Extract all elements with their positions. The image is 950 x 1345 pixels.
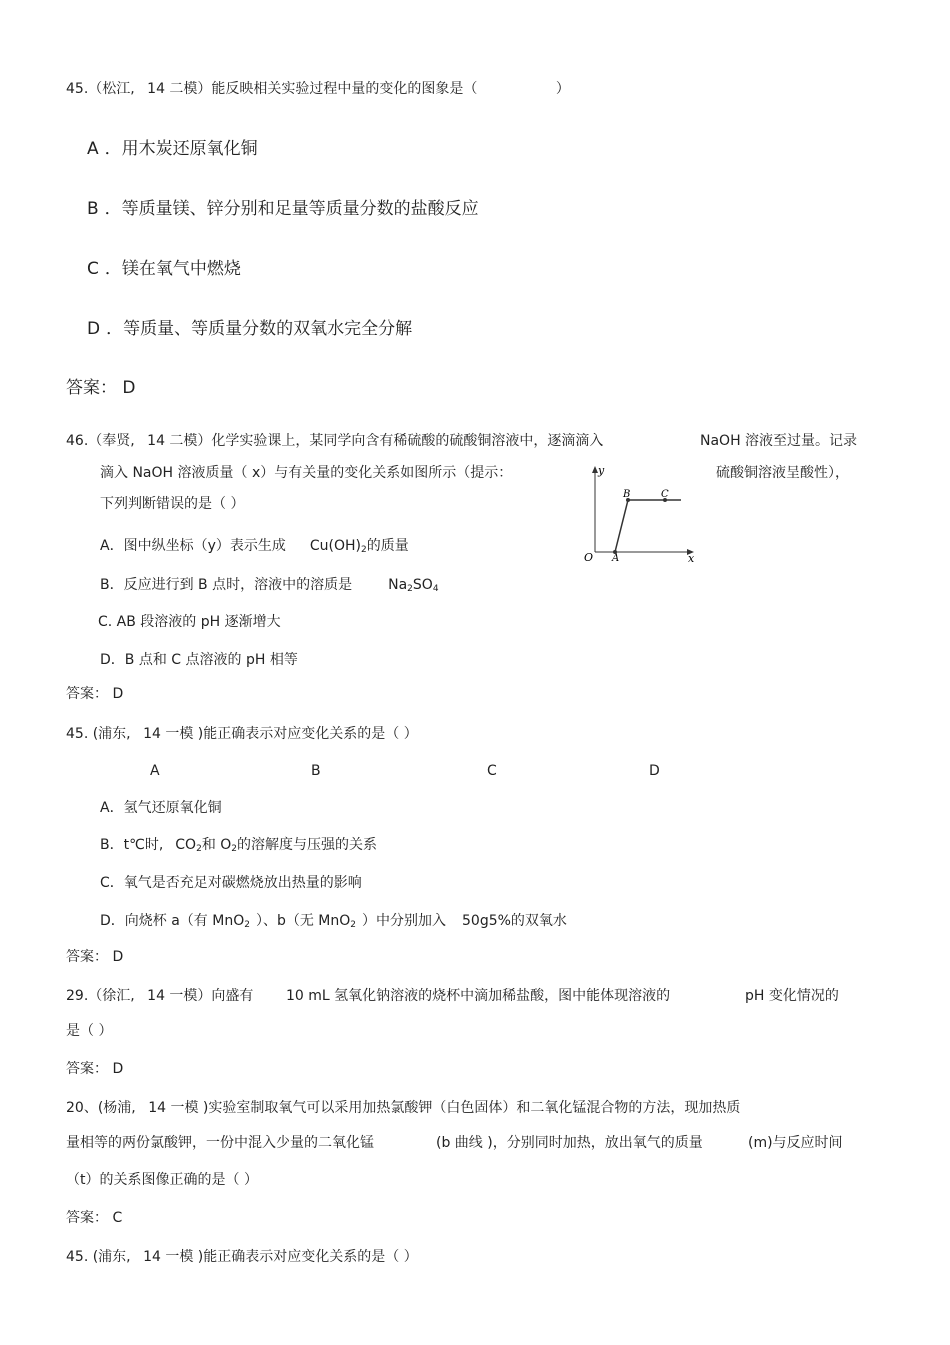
subscript: 2 <box>244 920 250 930</box>
q1-option-b <box>87 198 479 220</box>
q3-question-text: 14 一模 )能正确表示对应变化关系的是（ ） <box>143 726 418 742</box>
subscript: 2 <box>196 844 202 854</box>
q3-figure-label-c: C <box>487 763 497 779</box>
subscript: 2 <box>231 844 238 854</box>
point-b-label: B <box>623 489 631 500</box>
q2-option-d: D．B 点和 C 点溶液的 pH 相等 <box>100 652 298 668</box>
q4-line1-end: pH 变化情况的 <box>745 988 839 1004</box>
option-text-end: 的质量 <box>366 538 409 554</box>
q3-stem <box>66 725 418 743</box>
option-text: B．反应进行到 B 点时，溶液中的溶质是 <box>100 577 353 593</box>
formula: 和 O <box>201 837 232 853</box>
q1-answer: 答案： D <box>66 378 136 398</box>
q2-graph <box>578 460 703 565</box>
q5-source: 20、(杨浦, <box>66 1100 136 1116</box>
option-text: 镁在氧气中燃烧 <box>121 259 241 279</box>
q5-question-text: 14 一模 )实验室制取氧气可以采用加热氯酸钾（白色固体）和二氧化锰混合物的方法，现加热质 <box>148 1100 741 1116</box>
option-text: ）、b（无 MnO <box>255 913 351 929</box>
q3-option-c: C．氧气是否充足对碳燃烧放出热量的影响 <box>100 875 362 891</box>
y-label: y <box>598 464 605 477</box>
x-label: x <box>688 552 695 565</box>
option-text-end: 50g5%的双氧水 <box>462 913 567 929</box>
q3-figure-label-a: A <box>150 763 160 779</box>
option-text-end: 的溶解度与压强的关系 <box>237 837 378 853</box>
graph-line <box>615 500 681 552</box>
option-letter: C <box>87 259 99 279</box>
q2-option-b <box>100 576 439 598</box>
q5-line3: （t）的关系图像正确的是（ ） <box>66 1172 258 1188</box>
subscript: 2 <box>407 584 413 594</box>
q4-line1 <box>66 987 253 1005</box>
q1-option-a <box>87 138 258 160</box>
option-dot: ． <box>104 139 122 159</box>
q6-question-text: 14 一模 )能正确表示对应变化关系的是（ ） <box>143 1249 418 1265</box>
option-text: A．图中纵坐标（y）表示生成 <box>100 538 286 554</box>
option-text: B．t℃时, <box>100 837 164 853</box>
q3-option-d <box>100 912 567 934</box>
q2-option-c: C. AB 段溶液的 pH 逐渐增大 <box>98 614 281 630</box>
option-letter: A <box>87 139 99 159</box>
q2-line2: 滴入 NaOH 溶液质量（ x）与有关量的变化关系如图所示（提示： <box>100 465 513 481</box>
q3-answer: 答案： D <box>66 949 124 965</box>
q4-line2: 是（ ） <box>66 1023 113 1039</box>
q3-figure-label-d: D <box>649 763 660 779</box>
formula: Na <box>388 577 408 593</box>
subscript: 2 <box>361 545 367 555</box>
option-letter: D <box>87 319 101 339</box>
q5-answer: 答案： C <box>66 1210 123 1226</box>
q1-close-paren: ） <box>555 81 570 97</box>
q4-question-text: 14 一模）向盛有 <box>147 988 254 1004</box>
q3-option-a: A．氢气还原氧化铜 <box>100 800 222 816</box>
point-a-label: A <box>612 553 620 564</box>
q2-answer: 答案： D <box>66 686 124 702</box>
q2-line3: 下列判断错误的是（ ） <box>100 496 245 512</box>
q2-option-a <box>100 537 409 559</box>
point-c-label: C <box>661 489 669 500</box>
q5-line1 <box>66 1099 740 1117</box>
q5-line2: 量相等的两份氯酸钾，一份中混入少量的二氧化锰 <box>66 1135 374 1151</box>
q2-line1 <box>66 432 603 450</box>
q5-line2-end: (m)与反应时间 <box>748 1135 843 1151</box>
option-text: 用木炭还原氧化铜 <box>121 139 258 159</box>
option-text: 等质量镁、锌分别和足量等质量分数的盐酸反应 <box>121 199 479 219</box>
q2-question-text: 14 二模）化学实验课上，某同学向含有稀硫酸的硫酸铜溶液中，逐滴滴入 <box>147 433 604 449</box>
formula: SO <box>412 577 433 593</box>
option-text: ）中分别加入 <box>362 913 447 929</box>
origin-label: O <box>584 551 594 564</box>
q3-source: 45. (浦东, <box>66 726 131 742</box>
option-letter: B <box>87 199 99 219</box>
q2-line2-end: 硫酸铜溶液呈酸性）， <box>716 465 849 481</box>
q6-source: 45. (浦东, <box>66 1249 131 1265</box>
formula: Cu(OH) <box>309 538 361 554</box>
q4-source: 29.（徐汇, <box>66 988 135 1004</box>
q2-source: 46.（奉贤, <box>66 433 135 449</box>
option-text: D．向烧杯 a（有 MnO <box>100 913 245 929</box>
subscript: 2 <box>350 920 357 930</box>
option-dot: ． <box>106 319 124 339</box>
q6-stem <box>66 1248 418 1266</box>
q1-source: 45.（松江, <box>66 81 135 97</box>
q2-line1-end: NaOH 溶液至过量。记录 <box>700 433 858 449</box>
option-dot: ． <box>104 259 122 279</box>
q1-stem <box>66 80 570 98</box>
q5-line2-mid: (b 曲线 )，分别同时加热，放出氧气的质量 <box>436 1135 703 1151</box>
q1-option-c <box>87 258 241 280</box>
q4-line1-mid: 10 mL 氢氧化钠溶液的烧杯中滴加稀盐酸，图中能体现溶液的 <box>286 988 671 1004</box>
q4-answer: 答案： D <box>66 1061 124 1077</box>
option-dot: ． <box>104 199 122 219</box>
q3-option-b <box>100 836 377 858</box>
formula: CO <box>175 837 197 853</box>
subscript: 4 <box>432 584 439 594</box>
q3-figure-label-b: B <box>311 763 321 779</box>
q1-question-text: 14 二模）能反映相关实验过程中量的变化的图象是（ <box>147 81 478 97</box>
q1-option-d <box>87 318 412 340</box>
option-text: 等质量、等质量分数的双氧水完全分解 <box>123 319 413 339</box>
